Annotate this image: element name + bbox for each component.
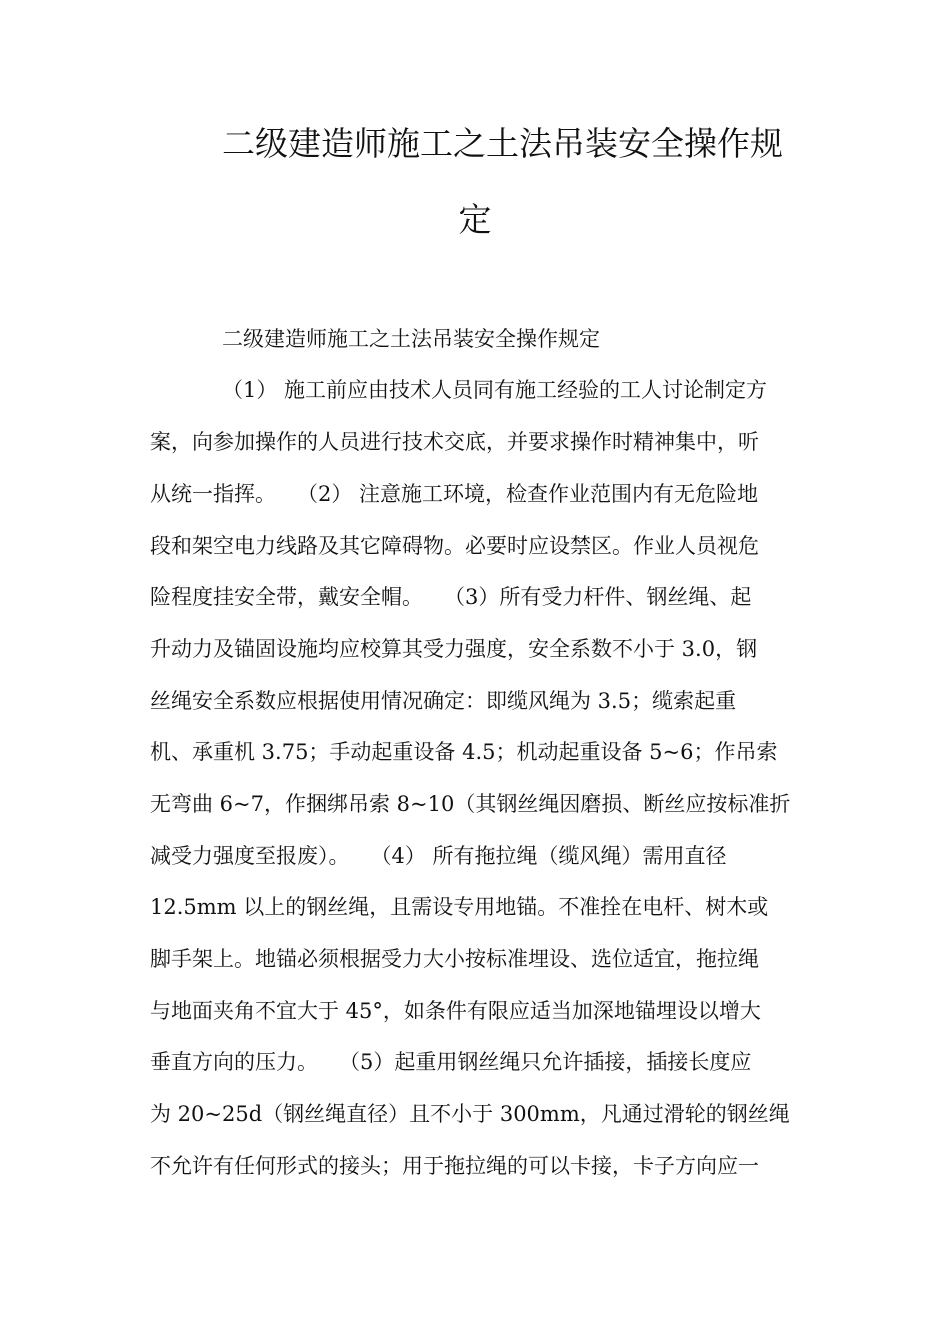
body-line: 险程度挂安全带，戴安全帽。 （3）所有受力杆件、钢丝绳、起 (150, 585, 752, 609)
body-line: 案，向参加操作的人员进行技术交底，并要求操作时精神集中，听 (150, 430, 759, 454)
body-line: 12.5mm 以上的钢丝绳，且需设专用地锚。不准拴在电杆、树木或 (150, 895, 769, 919)
body-line: 垂直方向的压力。 （5）起重用钢丝绳只允许插接，插接长度应 (150, 1050, 752, 1074)
body-line: 脚手架上。地锚必须根据受力大小按标准埋设、选位适宜，拖拉绳 (150, 947, 759, 971)
body-line: 从统一指挥。 （2） 注意施工环境，检查作业范围内有无危险地 (150, 482, 759, 506)
body-line: 为 20~25d（钢丝绳直径）且不小于 300mm，凡通过滑轮的钢丝绳 (150, 1102, 790, 1126)
body-line: 不允许有任何形式的接头；用于拖拉绳的可以卡接，卡子方向应一 (150, 1154, 759, 1178)
body-line: 丝绳安全系数应根据使用情况确定：即缆风绳为 3.5；缆索起重 (150, 689, 737, 713)
document-title-line-1: 二级建造师施工之土法吊装安全操作规 (222, 124, 783, 163)
body-line: 升动力及锚固设施均应校算其受力强度，安全系数不小于 3.0，钢 (150, 637, 758, 661)
document-title-line-2: 定 (458, 200, 492, 239)
body-line: 段和架空电力线路及其它障碍物。必要时应设禁区。作业人员视危 (150, 534, 759, 558)
body-line: 二级建造师施工之土法吊装安全操作规定 (222, 327, 600, 351)
body-line: 与地面夹角不宜大于 45°，如条件有限应适当加深地锚埋设以增大 (150, 999, 761, 1023)
body-line: （1） 施工前应由技术人员同有施工经验的工人讨论制定方 (222, 378, 768, 402)
body-line: 机、承重机 3.75；手动起重设备 4.5；机动起重设备 5~6；作吊索 (150, 740, 778, 764)
body-line: 无弯曲 6~7，作捆绑吊索 8~10（其钢丝绳因磨损、断丝应按标准折 (150, 792, 791, 816)
body-line: 减受力强度至报废）。 （4） 所有拖拉绳（缆风绳）需用直径 (150, 844, 727, 868)
